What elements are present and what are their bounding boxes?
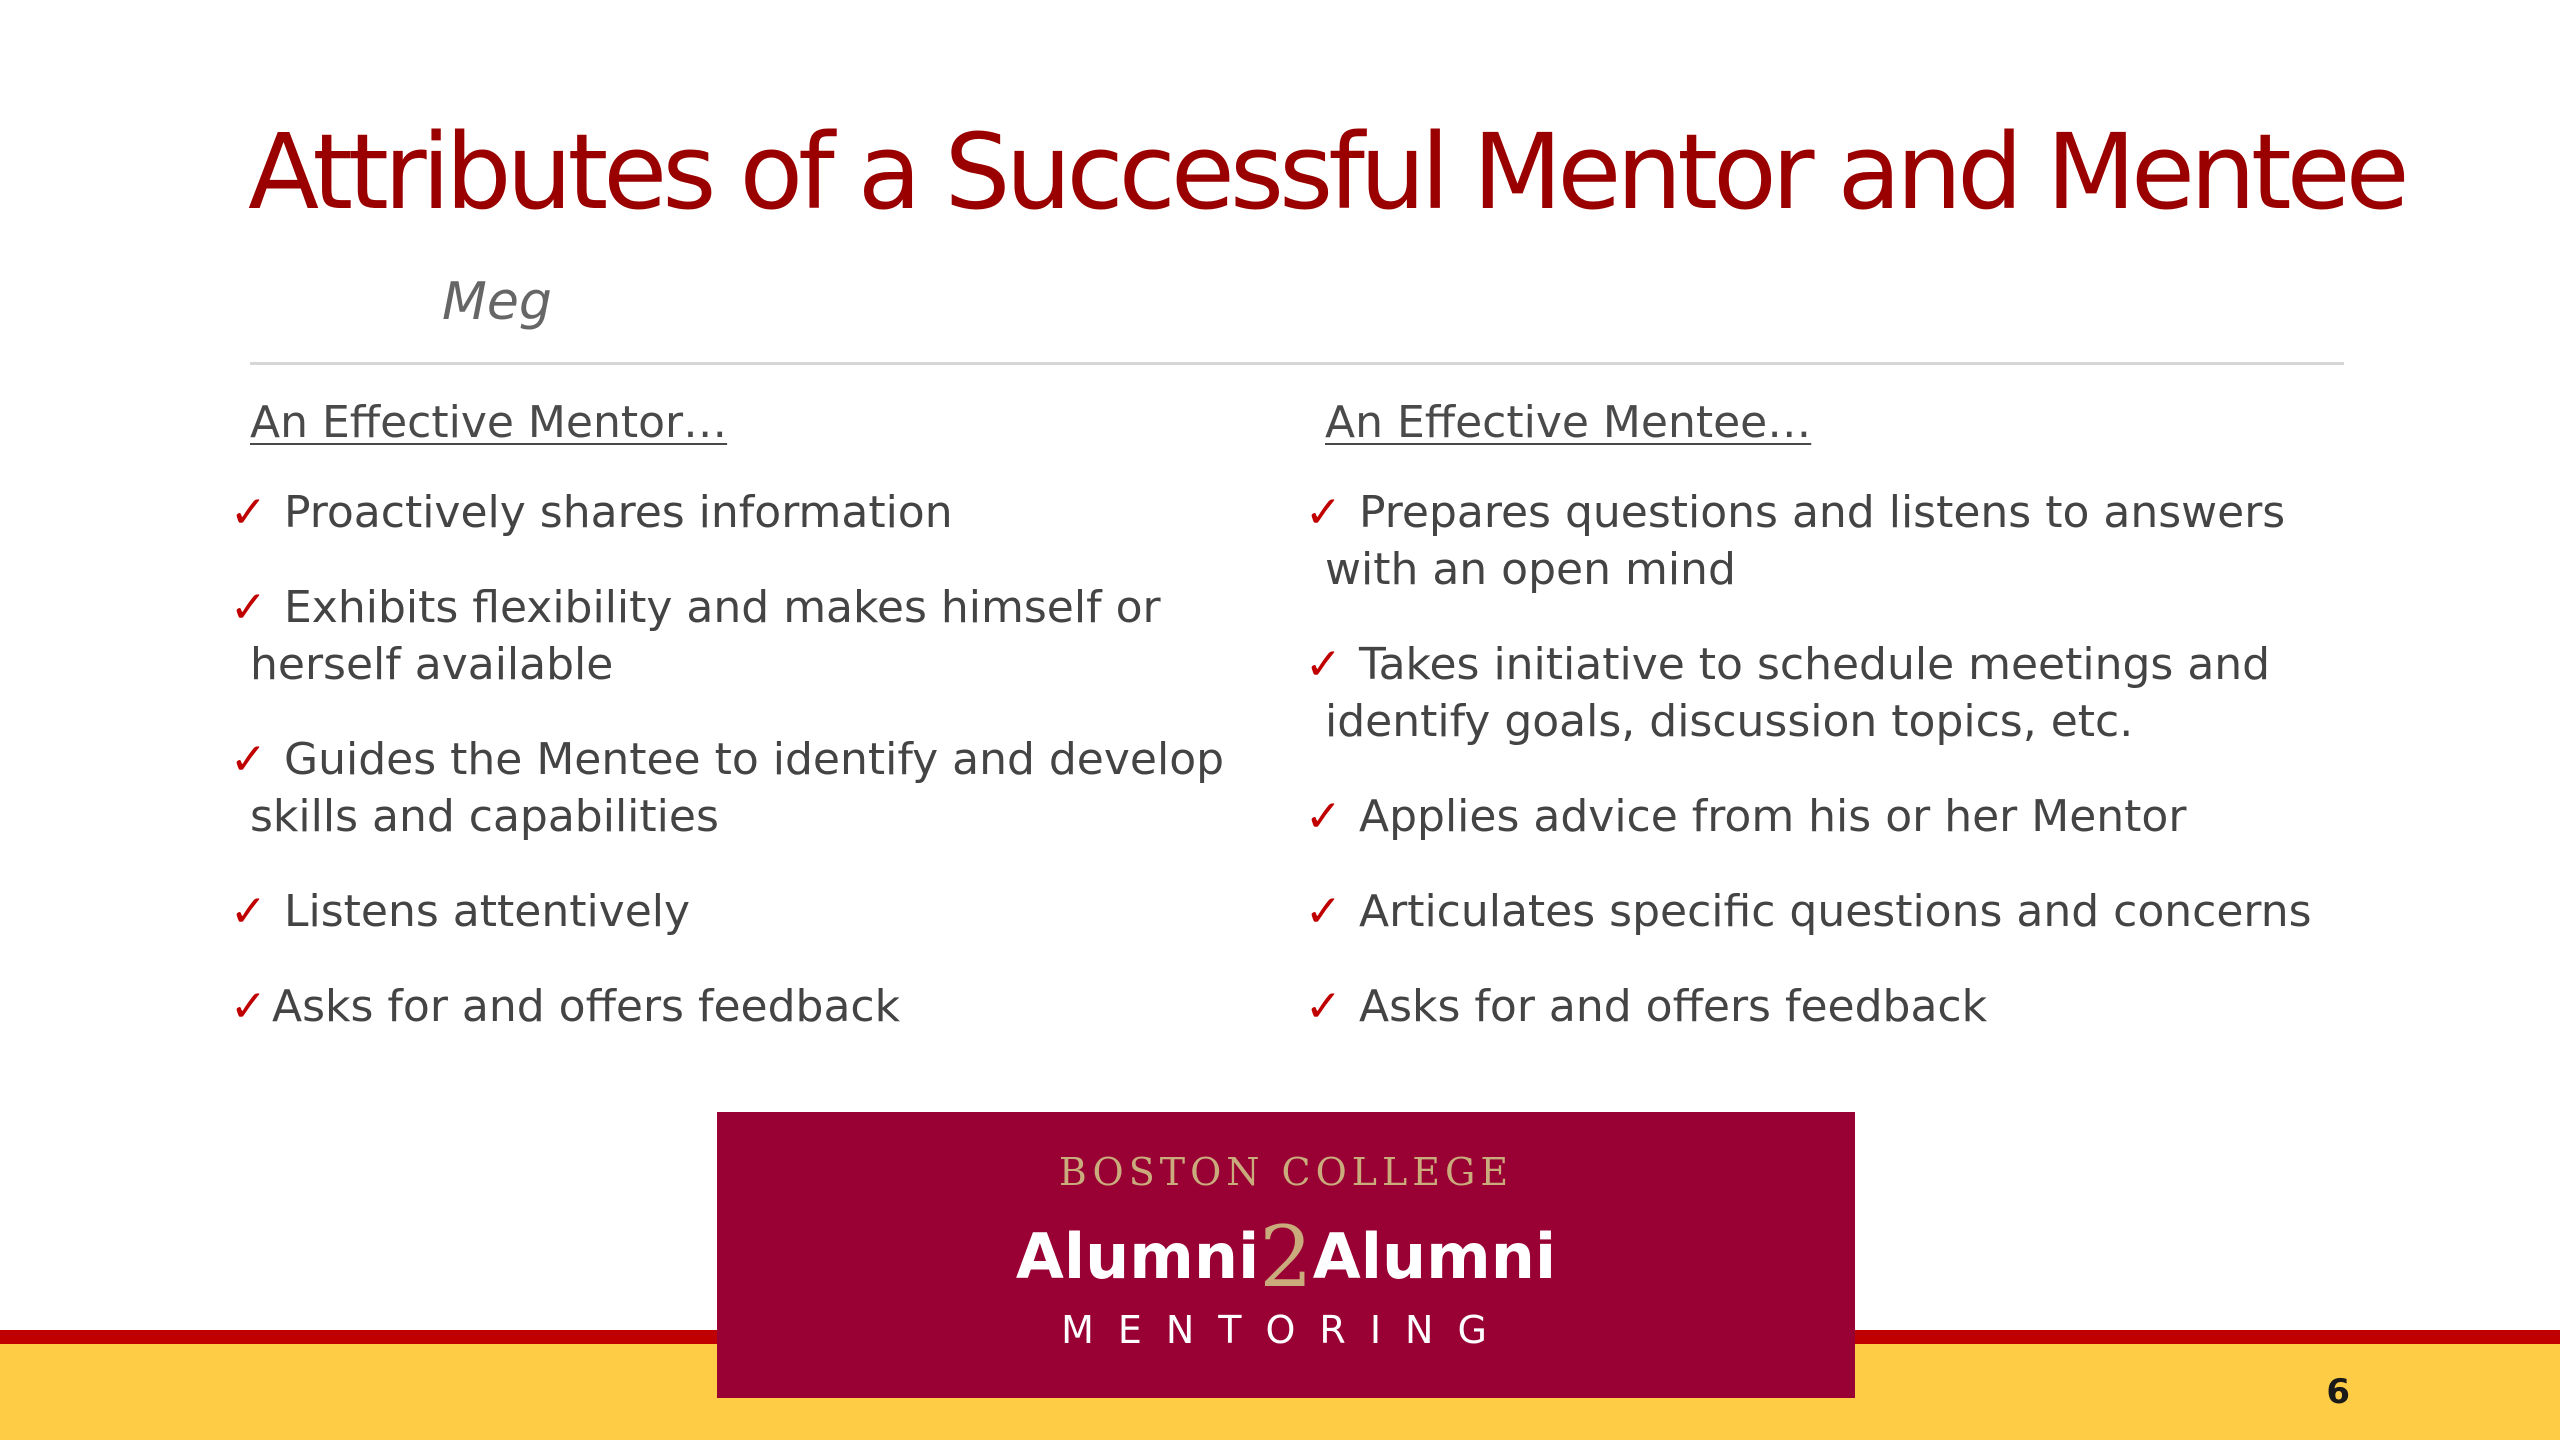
list-item-text: Applies advice from his or her Mentor: [1359, 791, 2187, 842]
list-item: [1305, 978, 2335, 1035]
slide-title: Attributes of a Successful Mentor and Mentee: [248, 111, 2405, 233]
list-item-text: Asks for and offers feedback: [1359, 981, 1988, 1032]
logo-word-right: Alumni: [1312, 1220, 1557, 1293]
logo-institution: BOSTON COLLEGE: [1058, 1150, 1514, 1194]
list-item: [230, 731, 1250, 845]
mentor-heading: An Effective Mentor…: [250, 397, 728, 448]
logo-tagline: MENTORING: [1061, 1308, 1511, 1352]
list-item: [1305, 883, 2335, 940]
list-item-text: Guides the Mentee to identify and develop skills and capabilities: [250, 734, 1225, 842]
alumni-mentoring-logo: [717, 1112, 1855, 1398]
check-icon: ✓: [230, 886, 267, 937]
mentee-column: [1305, 390, 2335, 1073]
check-icon: ✓: [230, 487, 267, 538]
mentor-column: [230, 390, 1250, 1073]
list-item: [230, 579, 1250, 693]
list-item-text: Exhibits flexibility and makes himself or herself available: [250, 582, 1161, 690]
list-item: [1305, 484, 2335, 598]
list-item: [1305, 636, 2335, 750]
check-icon: ✓: [230, 981, 267, 1032]
check-icon: ✓: [230, 582, 267, 633]
mentee-list: [1305, 484, 2335, 1035]
page-number: 6: [2326, 1372, 2350, 1412]
list-item-text: Proactively shares information: [284, 487, 953, 538]
list-item: [1305, 788, 2335, 845]
list-item-text: Asks for and offers feedback: [272, 981, 901, 1032]
check-icon: ✓: [1305, 487, 1342, 538]
logo-number: 2: [1259, 1208, 1313, 1306]
logo-program-name: [717, 1208, 1855, 1306]
title-divider: [250, 362, 2344, 365]
list-item-text: Listens attentively: [284, 886, 691, 937]
logo-word-left: Alumni: [1015, 1220, 1260, 1293]
list-item: [230, 883, 1250, 940]
mentor-list: [230, 484, 1250, 1035]
mentee-heading: An Effective Mentee…: [1325, 397, 1812, 448]
check-icon: ✓: [1305, 981, 1342, 1032]
slide-subtitle: Meg: [442, 272, 552, 332]
list-item: [230, 484, 1250, 541]
list-item: [230, 978, 1250, 1035]
check-icon: ✓: [230, 734, 267, 785]
list-item-text: Articulates specific questions and concerns: [1359, 886, 2312, 937]
list-item-text: Takes initiative to schedule meetings and identify goals, discussion topics, etc.: [1325, 639, 2271, 747]
check-icon: ✓: [1305, 639, 1342, 690]
list-item-text: Prepares questions and listens to answers with an open mind: [1325, 487, 2286, 595]
check-icon: ✓: [1305, 886, 1342, 937]
check-icon: ✓: [1305, 791, 1342, 842]
